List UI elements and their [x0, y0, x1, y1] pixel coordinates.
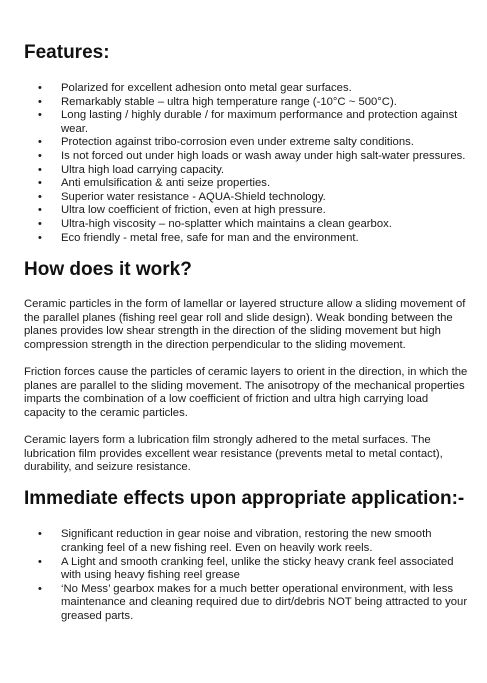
feature-item: • Eco friendly - metal free, safe for man and the environment.: [24, 232, 470, 246]
features-list: [24, 82, 470, 245]
effect-item: • A Light and smooth cranking feel, unlike the sticky heavy crank feel associated with using heavy fishing reel grease: [24, 556, 470, 583]
features-heading: Features:: [24, 42, 110, 63]
how-it-works-body: [24, 298, 470, 475]
document-page: [24, 42, 470, 624]
body-paragraph: Friction forces cause the particles of ceramic layers to orient in the direction, in which the planes are parallel to the sliding movement. The anisotropy of the mechanical properties imparts the combination of a low coefficient of friction and ultra high carrying load capacity to the ceramic particles.: [24, 366, 468, 419]
how-it-works-heading: How does it work?: [24, 259, 192, 281]
feature-item: • Protection against tribo-corrosion even under extreme salty conditions.: [24, 136, 470, 150]
feature-item: • Ultra-high viscosity – no-splatter which maintains a clean gearbox.: [24, 218, 470, 232]
effects-heading: Immediate effects upon appropriate application:-: [24, 488, 465, 510]
feature-item: • Long lasting / highly durable / for maximum performance and protection against wear.: [24, 109, 470, 136]
feature-item: • Ultra high load carrying capacity.: [24, 164, 470, 178]
effects-list: [24, 528, 470, 623]
feature-item: • Anti emulsification & anti seize properties.: [24, 177, 470, 191]
body-paragraph: Ceramic layers form a lubrication film strongly adhered to the metal surfaces. The lubrication film provides excellent wear resistance (prevents metal to metal contact), durability, and seizure resistance.: [24, 434, 443, 474]
feature-item: • Is not forced out under high loads or wash away under high salt-water pressures.: [24, 150, 470, 164]
feature-item: • Superior water resistance - AQUA-Shield technology.: [24, 191, 470, 205]
effect-item: • ‘No Mess’ gearbox makes for a much better operational environment, with less maintenance and cleaning required due to dirt/debris NOT being attracted to your greased parts.: [24, 583, 470, 624]
feature-item: • Ultra low coefficient of friction, even at high pressure.: [24, 204, 470, 218]
body-paragraph: Ceramic particles in the form of lamellar or layered structure allow a sliding movement of the parallel planes (fishing reel gear roll and slide design). Weak bonding between the planes provides low shear strength in the direction of the sliding movement but high compression strength in the direction perpendicular to the sliding movement.: [24, 298, 466, 351]
feature-item: • Polarized for excellent adhesion onto metal gear surfaces.: [24, 82, 470, 96]
feature-item: • Remarkably stable – ultra high temperature range (-10°C ~ 500°C).: [24, 96, 470, 110]
effect-item: • Significant reduction in gear noise and vibration, restoring the new smooth cranking feel of a new fishing reel. Even on heavily work reels.: [24, 528, 470, 555]
